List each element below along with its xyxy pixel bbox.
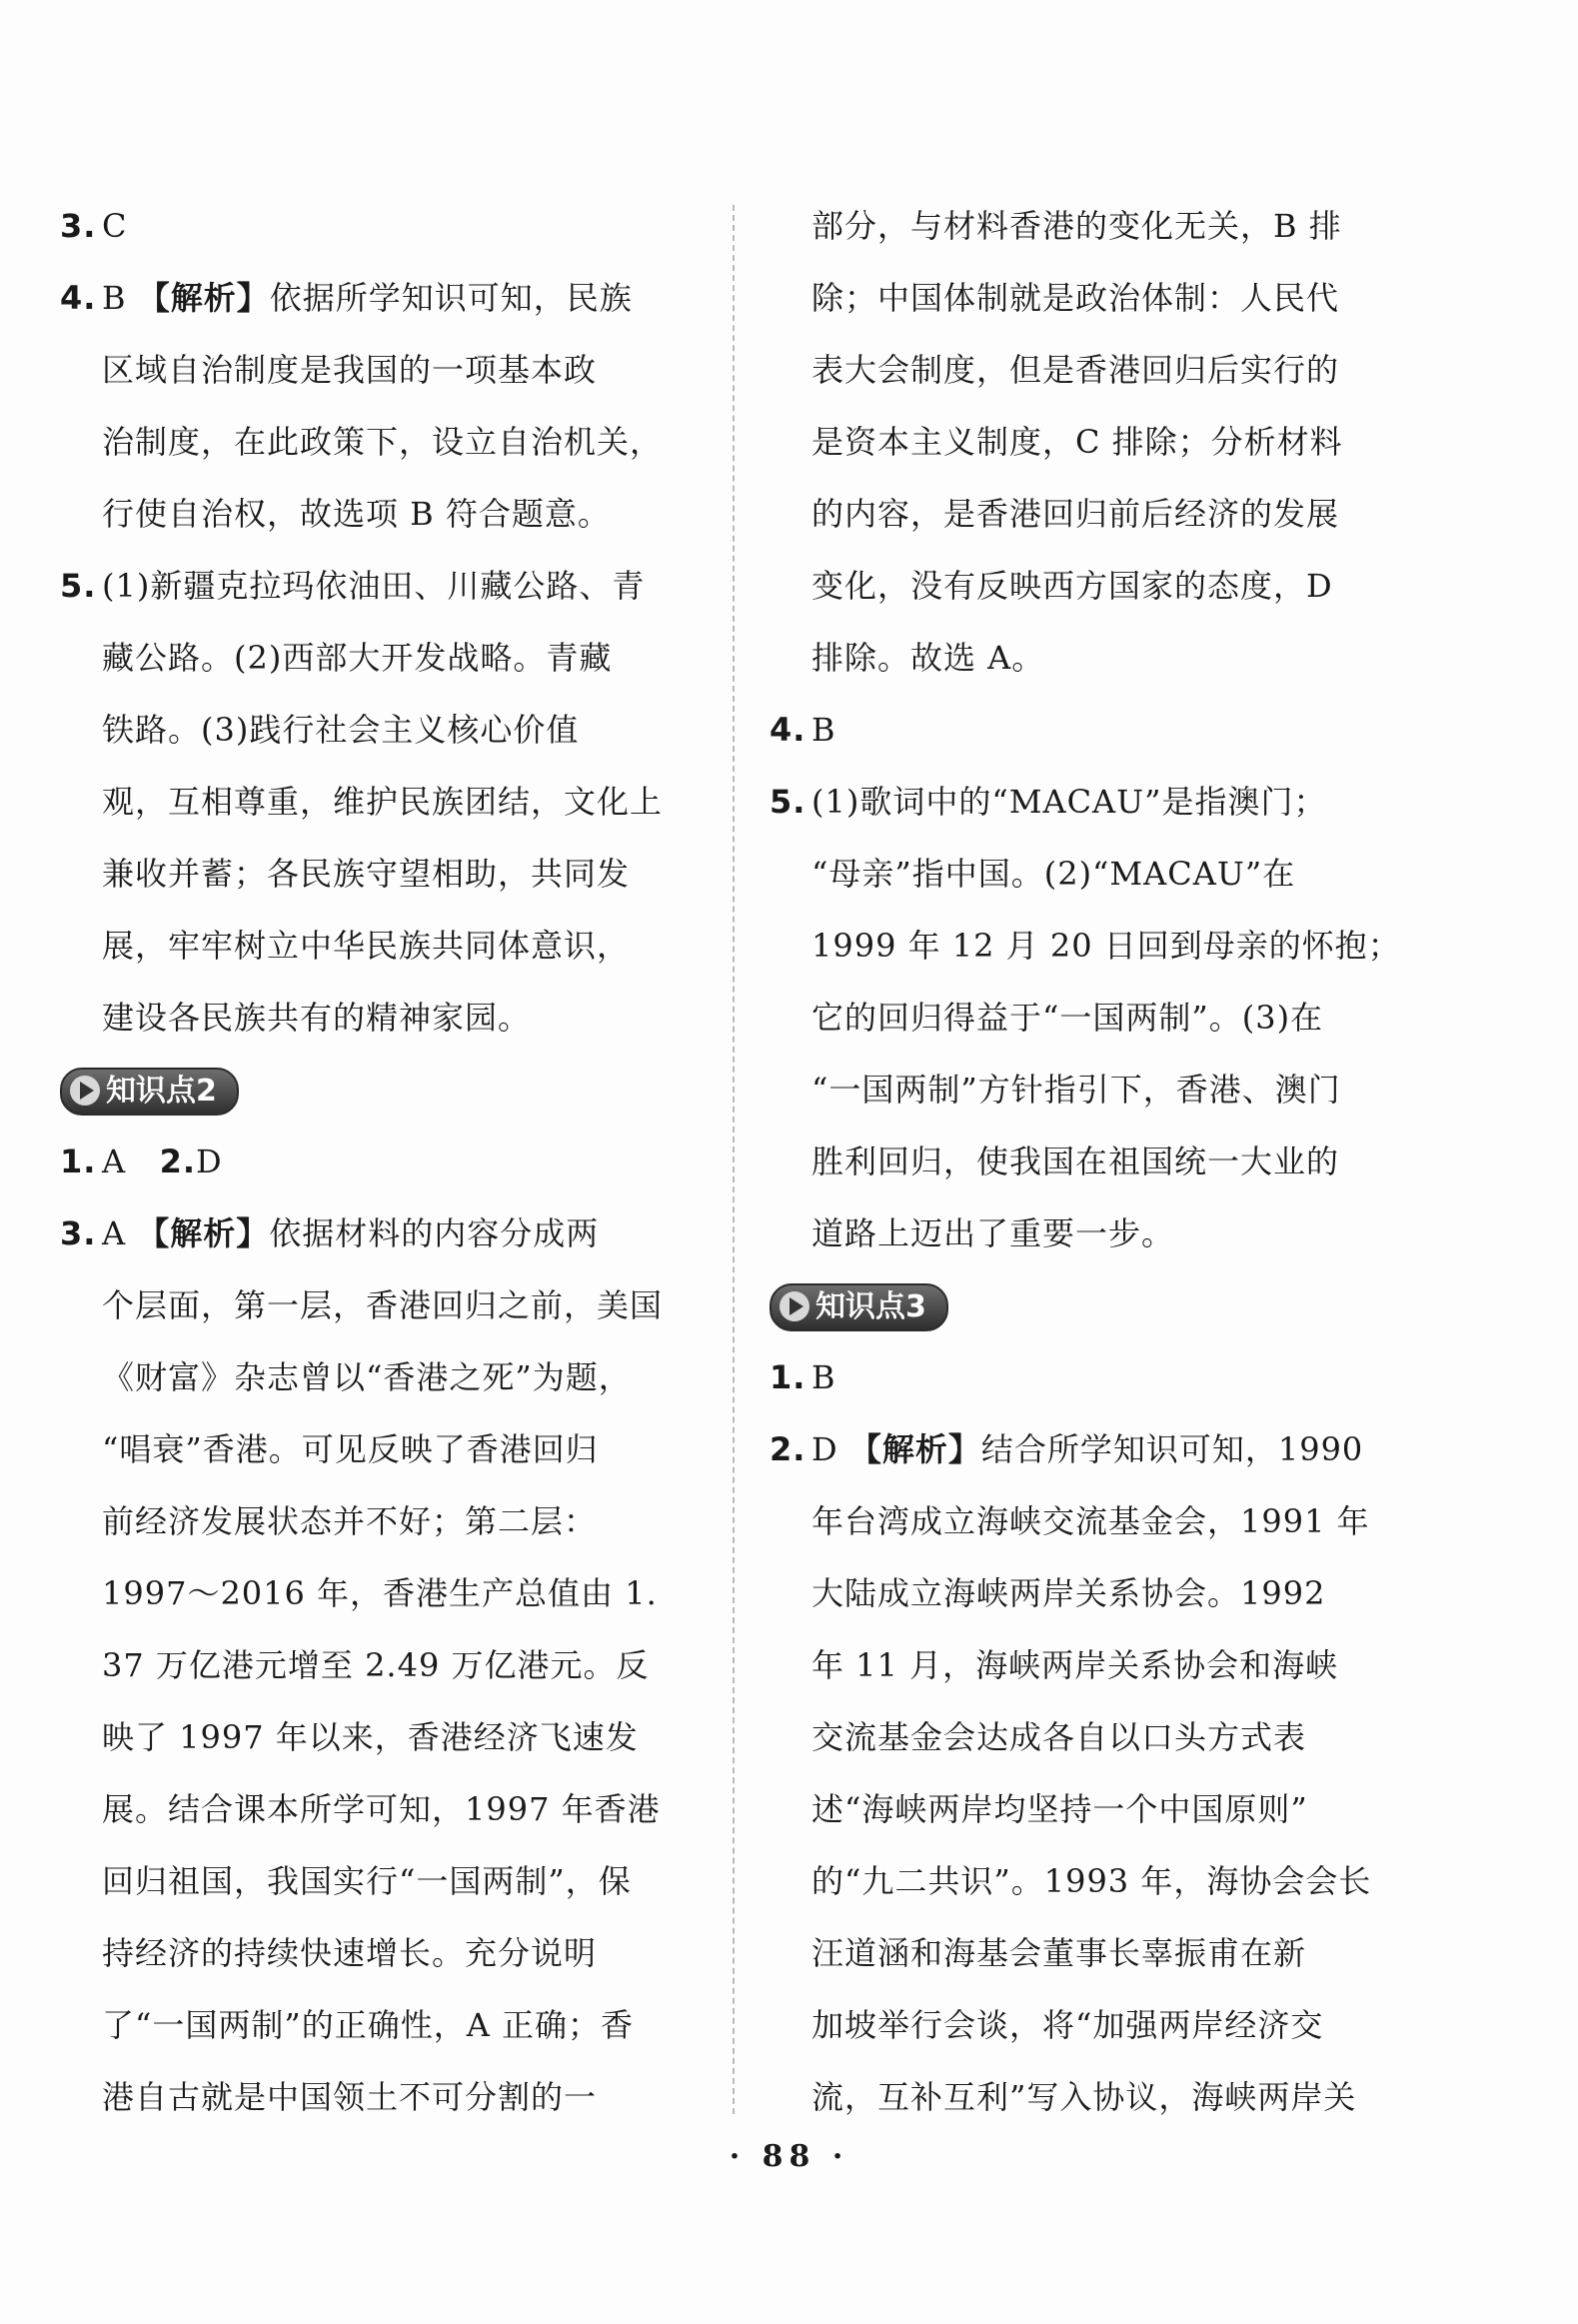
- answer-2-right-line-1: [770, 1413, 1419, 1485]
- text-line: 1997～2016 年，香港生产总值由 1.: [102, 1574, 658, 1612]
- section-title: 知识点2: [106, 1074, 217, 1109]
- text-line: 的内容，是香港回归前后经济的发展: [811, 495, 1340, 533]
- answer-text: B: [811, 711, 836, 749]
- text-line: 区域自治制度是我国的一项基本政: [102, 351, 598, 389]
- section-badge: [60, 1068, 239, 1116]
- text-line: 表大会制度，但是香港回归后实行的: [811, 351, 1340, 389]
- text-line: 变化，没有反映西方国家的态度，D: [811, 567, 1333, 605]
- answer-choice: B: [102, 279, 127, 317]
- answer-choice: D: [811, 1430, 838, 1468]
- text-line: 治制度，在此政策下，设立自治机关，: [102, 423, 664, 461]
- text-line: 兼收并蓄；各民族守望相助，共同发: [102, 855, 631, 893]
- text-line: “一国两制”方针指引下，香港、澳门: [811, 1071, 1341, 1109]
- text-line: 港自古就是中国领土不可分割的一: [102, 2078, 598, 2116]
- answer-5-line-1: [60, 550, 700, 622]
- question-number: 2.: [770, 1430, 806, 1468]
- section-header-3: [770, 1269, 1419, 1341]
- text-line: 它的回归得益于“一国两制”。(3)在: [811, 999, 1324, 1037]
- text-line: 道路上迈出了重要一步。: [811, 1214, 1175, 1252]
- analysis-tag: 【解析】: [137, 1214, 270, 1252]
- right-column: [770, 190, 1419, 2133]
- answer-1-right: [770, 1341, 1419, 1413]
- text-line: 回归祖国，我国实行“一国两制”，保: [102, 1862, 632, 1900]
- text-line: 铁路。(3)践行社会主义核心价值: [102, 711, 580, 749]
- answer-text: D: [196, 1143, 223, 1180]
- question-number: 4.: [60, 279, 97, 317]
- section-header-2: [60, 1054, 700, 1126]
- text-line: 除；中国体制就是政治体制：人民代: [811, 279, 1340, 317]
- text-line: 加坡举行会谈，将“加强两岸经济交: [811, 2006, 1324, 2044]
- text-line: 观，互相尊重，维护民族团结，文化上: [102, 783, 664, 821]
- text-line: (1)新疆克拉玛依油田、川藏公路、青: [102, 567, 646, 605]
- question-number: 2.: [159, 1143, 197, 1180]
- text-line: “唱衰”香港。可见反映了香港回归: [102, 1430, 599, 1468]
- text-line: 大陆成立海峡两岸关系协会。1992: [811, 1574, 1326, 1612]
- question-number: 5.: [60, 567, 97, 605]
- left-column: [60, 190, 700, 2133]
- text-line: 了“一国两制”的正确性，A 正确；香: [102, 2006, 635, 2044]
- column-divider: [733, 205, 735, 2114]
- answer-4-line-1: [60, 262, 700, 334]
- answers-1-2: [60, 1126, 700, 1197]
- answer-5-right-line-1: [770, 766, 1419, 838]
- text-line: 述“海峡两岸均坚持一个中国原则”: [811, 1790, 1308, 1828]
- text-line: 依据材料的内容分成两: [269, 1214, 600, 1252]
- text-line: 个层面，第一层，香港回归之前，美国: [102, 1286, 664, 1324]
- text-line: 建设各民族共有的精神家园。: [102, 999, 532, 1037]
- answer-text: C: [102, 207, 128, 245]
- text-line: 流，互补互利”写入协议，海峡两岸关: [811, 2078, 1357, 2116]
- text-line: 持经济的持续快速增长。充分说明: [102, 1934, 598, 1972]
- answer-text: B: [811, 1358, 836, 1396]
- question-number: 3.: [60, 1214, 97, 1252]
- analysis-tag: 【解析】: [848, 1430, 981, 1468]
- text-line: 是资本主义制度，C 排除；分析材料: [811, 423, 1343, 461]
- answer-choice: A: [102, 1214, 127, 1252]
- page-number: · 88 ·: [729, 2139, 849, 2174]
- section-badge: [770, 1283, 948, 1331]
- section-title: 知识点3: [815, 1289, 926, 1324]
- answer-3: [60, 190, 700, 262]
- text-line: “母亲”指中国。(2)“MACAU”在: [811, 855, 1296, 893]
- text-line: 汪道涵和海基会董事长辜振甫在新: [811, 1934, 1307, 1972]
- question-number: 1.: [770, 1358, 806, 1396]
- question-number: 5.: [770, 783, 806, 821]
- text-line: 展。结合课本所学可知，1997 年香港: [102, 1790, 661, 1828]
- analysis-tag: 【解析】: [137, 279, 270, 317]
- arrow-icon: [780, 1291, 809, 1321]
- question-number: 1.: [60, 1143, 97, 1180]
- text-line: (1)歌词中的“MACAU”是指澳门；: [811, 783, 1327, 821]
- question-number: 4.: [770, 711, 806, 749]
- text-line: 《财富》杂志曾以“香港之死”为题，: [102, 1358, 632, 1396]
- answer-4-right: [770, 694, 1419, 766]
- text-line: 年台湾成立海峡交流基金会，1991 年: [811, 1502, 1370, 1540]
- text-line: 行使自治权，故选项 B 符合题意。: [102, 495, 611, 533]
- text-line: 的“九二共识”。1993 年，海协会会长: [811, 1862, 1372, 1900]
- text-line: 依据所学知识可知，民族: [269, 279, 633, 317]
- text-line: 前经济发展状态并不好；第二层：: [102, 1502, 598, 1540]
- answer-text: A: [102, 1143, 127, 1180]
- text-line: 部分，与材料香港的变化无关，B 排: [811, 207, 1342, 245]
- text-line: 胜利回归，使我国在祖国统一大业的: [811, 1143, 1340, 1180]
- text-line: 1999 年 12 月 20 日回到母亲的怀抱；: [811, 927, 1401, 965]
- arrow-icon: [70, 1076, 100, 1106]
- text-line: 藏公路。(2)西部大开发战略。青藏: [102, 639, 613, 677]
- text-line: 37 万亿港元增至 2.49 万亿港元。反: [102, 1646, 650, 1684]
- text-line: 年 11 月，海峡两岸关系协会和海峡: [811, 1646, 1339, 1684]
- text-line: 映了 1997 年以来，香港经济飞速发: [102, 1718, 639, 1756]
- question-number: 3.: [60, 207, 97, 245]
- text-line: 交流基金会达成各自以口头方式表: [811, 1718, 1307, 1756]
- text-line: 结合所学知识可知，1990: [980, 1430, 1364, 1468]
- answer-3b-line-1: [60, 1197, 700, 1269]
- text-line: 排除。故选 A。: [811, 639, 1045, 677]
- text-line: 展，牢牢树立中华民族共同体意识，: [102, 927, 631, 965]
